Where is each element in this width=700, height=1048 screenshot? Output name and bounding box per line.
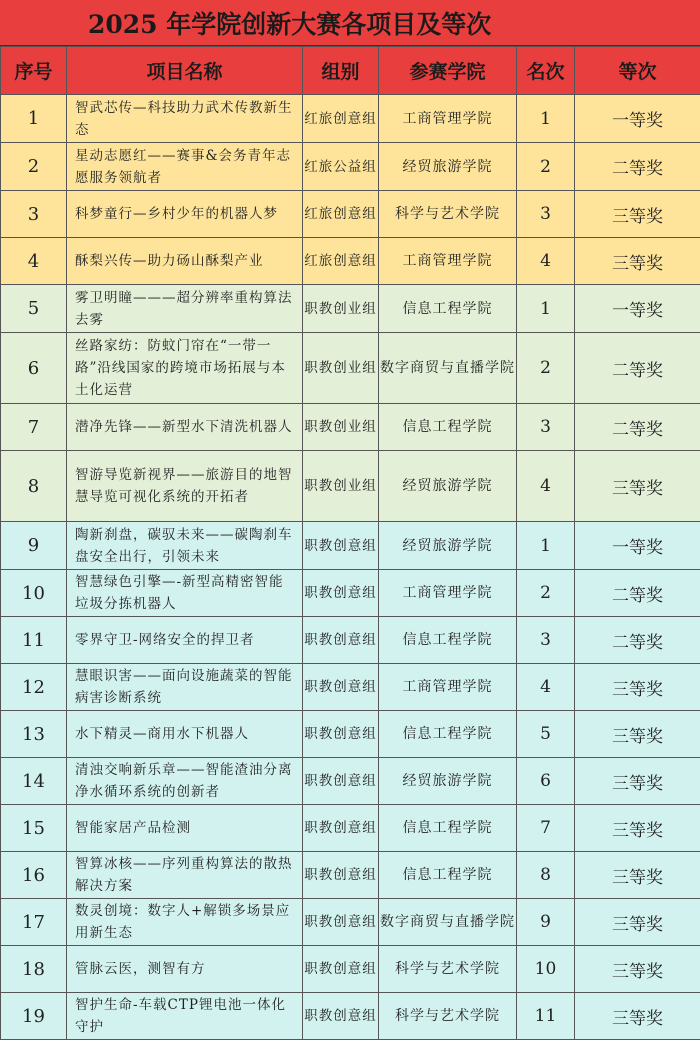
college-name: 工商管理学院 xyxy=(379,238,517,285)
group-name: 职教创意组 xyxy=(303,570,379,617)
award-level: 三等奖 xyxy=(575,238,700,285)
row-index: 19 xyxy=(1,993,67,1040)
project-name: 零界守卫-网络安全的捍卫者 xyxy=(67,617,303,664)
group-name: 职教创意组 xyxy=(303,711,379,758)
group-name: 职教创意组 xyxy=(303,899,379,946)
project-name: 智护生命-车载CTP锂电池一体化守护 xyxy=(67,993,303,1040)
project-name: 智游导览新视界——旅游目的地智慧导览可视化系统的开拓者 xyxy=(67,451,303,522)
rank-value: 8 xyxy=(517,852,575,899)
rank-value: 2 xyxy=(517,143,575,191)
row-index: 1 xyxy=(1,95,67,143)
rank-value: 11 xyxy=(517,993,575,1040)
table-row xyxy=(1,95,700,143)
rank-value: 1 xyxy=(517,285,575,333)
college-name: 科学与艺术学院 xyxy=(379,993,517,1040)
project-name: 管脉云医，测智有方 xyxy=(67,946,303,993)
award-level: 一等奖 xyxy=(575,95,700,143)
rank-value: 4 xyxy=(517,451,575,522)
rank-value: 2 xyxy=(517,570,575,617)
table-row xyxy=(1,852,700,899)
group-name: 红旅创意组 xyxy=(303,95,379,143)
row-index: 4 xyxy=(1,238,67,285)
table-row xyxy=(1,522,700,570)
project-name: 智武芯传—科技助力武术传教新生态 xyxy=(67,95,303,143)
award-level: 三等奖 xyxy=(575,664,700,711)
rank-value: 1 xyxy=(517,95,575,143)
row-index: 15 xyxy=(1,805,67,852)
award-level: 三等奖 xyxy=(575,191,700,238)
project-name: 雾卫明瞳———超分辨率重构算法去雾 xyxy=(67,285,303,333)
project-name: 星动志愿红——赛事&会务青年志愿服务领航者 xyxy=(67,143,303,191)
project-name: 智算冰核——序列重构算法的散热解决方案 xyxy=(67,852,303,899)
row-index: 11 xyxy=(1,617,67,664)
award-level: 三等奖 xyxy=(575,852,700,899)
table-row xyxy=(1,570,700,617)
table-row xyxy=(1,143,700,191)
college-name: 数字商贸与直播学院 xyxy=(379,899,517,946)
header-project: 项目名称 xyxy=(67,47,303,95)
award-level: 二等奖 xyxy=(575,143,700,191)
rank-value: 6 xyxy=(517,758,575,805)
table-row xyxy=(1,285,700,333)
group-name: 职教创意组 xyxy=(303,805,379,852)
college-name: 工商管理学院 xyxy=(379,95,517,143)
group-name: 职教创意组 xyxy=(303,522,379,570)
row-index: 8 xyxy=(1,451,67,522)
rank-value: 9 xyxy=(517,899,575,946)
project-name: 水下精灵—商用水下机器人 xyxy=(67,711,303,758)
rank-value: 4 xyxy=(517,664,575,711)
award-level: 二等奖 xyxy=(575,617,700,664)
rank-value: 5 xyxy=(517,711,575,758)
page-title: 2025 年学院创新大赛各项目及等次 xyxy=(0,0,700,46)
college-name: 信息工程学院 xyxy=(379,805,517,852)
row-index: 10 xyxy=(1,570,67,617)
table-row xyxy=(1,899,700,946)
header-rank: 名次 xyxy=(517,47,575,95)
college-name: 经贸旅游学院 xyxy=(379,451,517,522)
group-name: 职教创意组 xyxy=(303,852,379,899)
table-row xyxy=(1,404,700,451)
table-row xyxy=(1,946,700,993)
project-name: 陶新刹盘，碳驭未来——碳陶刹车盘安全出行，引领未来 xyxy=(67,522,303,570)
header-college: 参赛学院 xyxy=(379,47,517,95)
header-row xyxy=(1,47,700,95)
award-level: 三等奖 xyxy=(575,899,700,946)
group-name: 职教创意组 xyxy=(303,946,379,993)
row-index: 13 xyxy=(1,711,67,758)
row-index: 12 xyxy=(1,664,67,711)
project-name: 丝路家纺：防蚊门帘在“一带一路”沿线国家的跨境市场拓展与本土化运营 xyxy=(67,333,303,404)
award-level: 二等奖 xyxy=(575,404,700,451)
award-level: 二等奖 xyxy=(575,333,700,404)
row-index: 14 xyxy=(1,758,67,805)
group-name: 职教创意组 xyxy=(303,993,379,1040)
table-row xyxy=(1,711,700,758)
college-name: 工商管理学院 xyxy=(379,664,517,711)
project-name: 慧眼识害——面向设施蔬菜的智能病害诊断系统 xyxy=(67,664,303,711)
table-row xyxy=(1,238,700,285)
results-table xyxy=(0,46,700,1040)
rank-value: 1 xyxy=(517,522,575,570)
college-name: 数字商贸与直播学院 xyxy=(379,333,517,404)
group-name: 红旅创意组 xyxy=(303,238,379,285)
award-level: 一等奖 xyxy=(575,285,700,333)
award-level: 三等奖 xyxy=(575,758,700,805)
award-level: 三等奖 xyxy=(575,993,700,1040)
award-level: 三等奖 xyxy=(575,946,700,993)
award-level: 三等奖 xyxy=(575,805,700,852)
project-name: 数灵创境：数字人+解锁多场景应用新生态 xyxy=(67,899,303,946)
group-name: 红旅公益组 xyxy=(303,143,379,191)
project-name: 清浊交响新乐章——智能渣油分离净水循环系统的创新者 xyxy=(67,758,303,805)
table-row xyxy=(1,451,700,522)
row-index: 2 xyxy=(1,143,67,191)
college-name: 经贸旅游学院 xyxy=(379,522,517,570)
group-name: 职教创意组 xyxy=(303,664,379,711)
project-name: 智慧绿色引擎—-新型高精密智能垃圾分拣机器人 xyxy=(67,570,303,617)
rank-value: 10 xyxy=(517,946,575,993)
college-name: 信息工程学院 xyxy=(379,404,517,451)
row-index: 7 xyxy=(1,404,67,451)
group-name: 职教创业组 xyxy=(303,404,379,451)
row-index: 16 xyxy=(1,852,67,899)
rank-value: 3 xyxy=(517,191,575,238)
group-name: 职教创业组 xyxy=(303,333,379,404)
college-name: 工商管理学院 xyxy=(379,570,517,617)
row-index: 5 xyxy=(1,285,67,333)
rank-value: 4 xyxy=(517,238,575,285)
group-name: 红旅创意组 xyxy=(303,191,379,238)
project-name: 智能家居产品检测 xyxy=(67,805,303,852)
table-row xyxy=(1,758,700,805)
project-name: 酥梨兴传—助力砀山酥梨产业 xyxy=(67,238,303,285)
table-row xyxy=(1,805,700,852)
project-name: 科梦童行—乡村少年的机器人梦 xyxy=(67,191,303,238)
header-group: 组别 xyxy=(303,47,379,95)
row-index: 9 xyxy=(1,522,67,570)
row-index: 3 xyxy=(1,191,67,238)
row-index: 18 xyxy=(1,946,67,993)
group-name: 职教创业组 xyxy=(303,451,379,522)
college-name: 信息工程学院 xyxy=(379,285,517,333)
group-name: 职教创业组 xyxy=(303,285,379,333)
row-index: 17 xyxy=(1,899,67,946)
rank-value: 2 xyxy=(517,333,575,404)
header-award: 等次 xyxy=(575,47,700,95)
table-row xyxy=(1,993,700,1040)
group-name: 职教创意组 xyxy=(303,758,379,805)
header-index: 序号 xyxy=(1,47,67,95)
award-level: 三等奖 xyxy=(575,711,700,758)
college-name: 经贸旅游学院 xyxy=(379,758,517,805)
table-row xyxy=(1,191,700,238)
rank-value: 7 xyxy=(517,805,575,852)
college-name: 经贸旅游学院 xyxy=(379,143,517,191)
rank-value: 3 xyxy=(517,404,575,451)
project-name: 潜净先锋——新型水下清洗机器人 xyxy=(67,404,303,451)
table-row xyxy=(1,617,700,664)
college-name: 信息工程学院 xyxy=(379,852,517,899)
college-name: 信息工程学院 xyxy=(379,711,517,758)
college-name: 科学与艺术学院 xyxy=(379,946,517,993)
college-name: 信息工程学院 xyxy=(379,617,517,664)
award-level: 二等奖 xyxy=(575,570,700,617)
college-name: 科学与艺术学院 xyxy=(379,191,517,238)
award-level: 一等奖 xyxy=(575,522,700,570)
award-level: 三等奖 xyxy=(575,451,700,522)
row-index: 6 xyxy=(1,333,67,404)
rank-value: 3 xyxy=(517,617,575,664)
group-name: 职教创意组 xyxy=(303,617,379,664)
table-row xyxy=(1,664,700,711)
table-row xyxy=(1,333,700,404)
